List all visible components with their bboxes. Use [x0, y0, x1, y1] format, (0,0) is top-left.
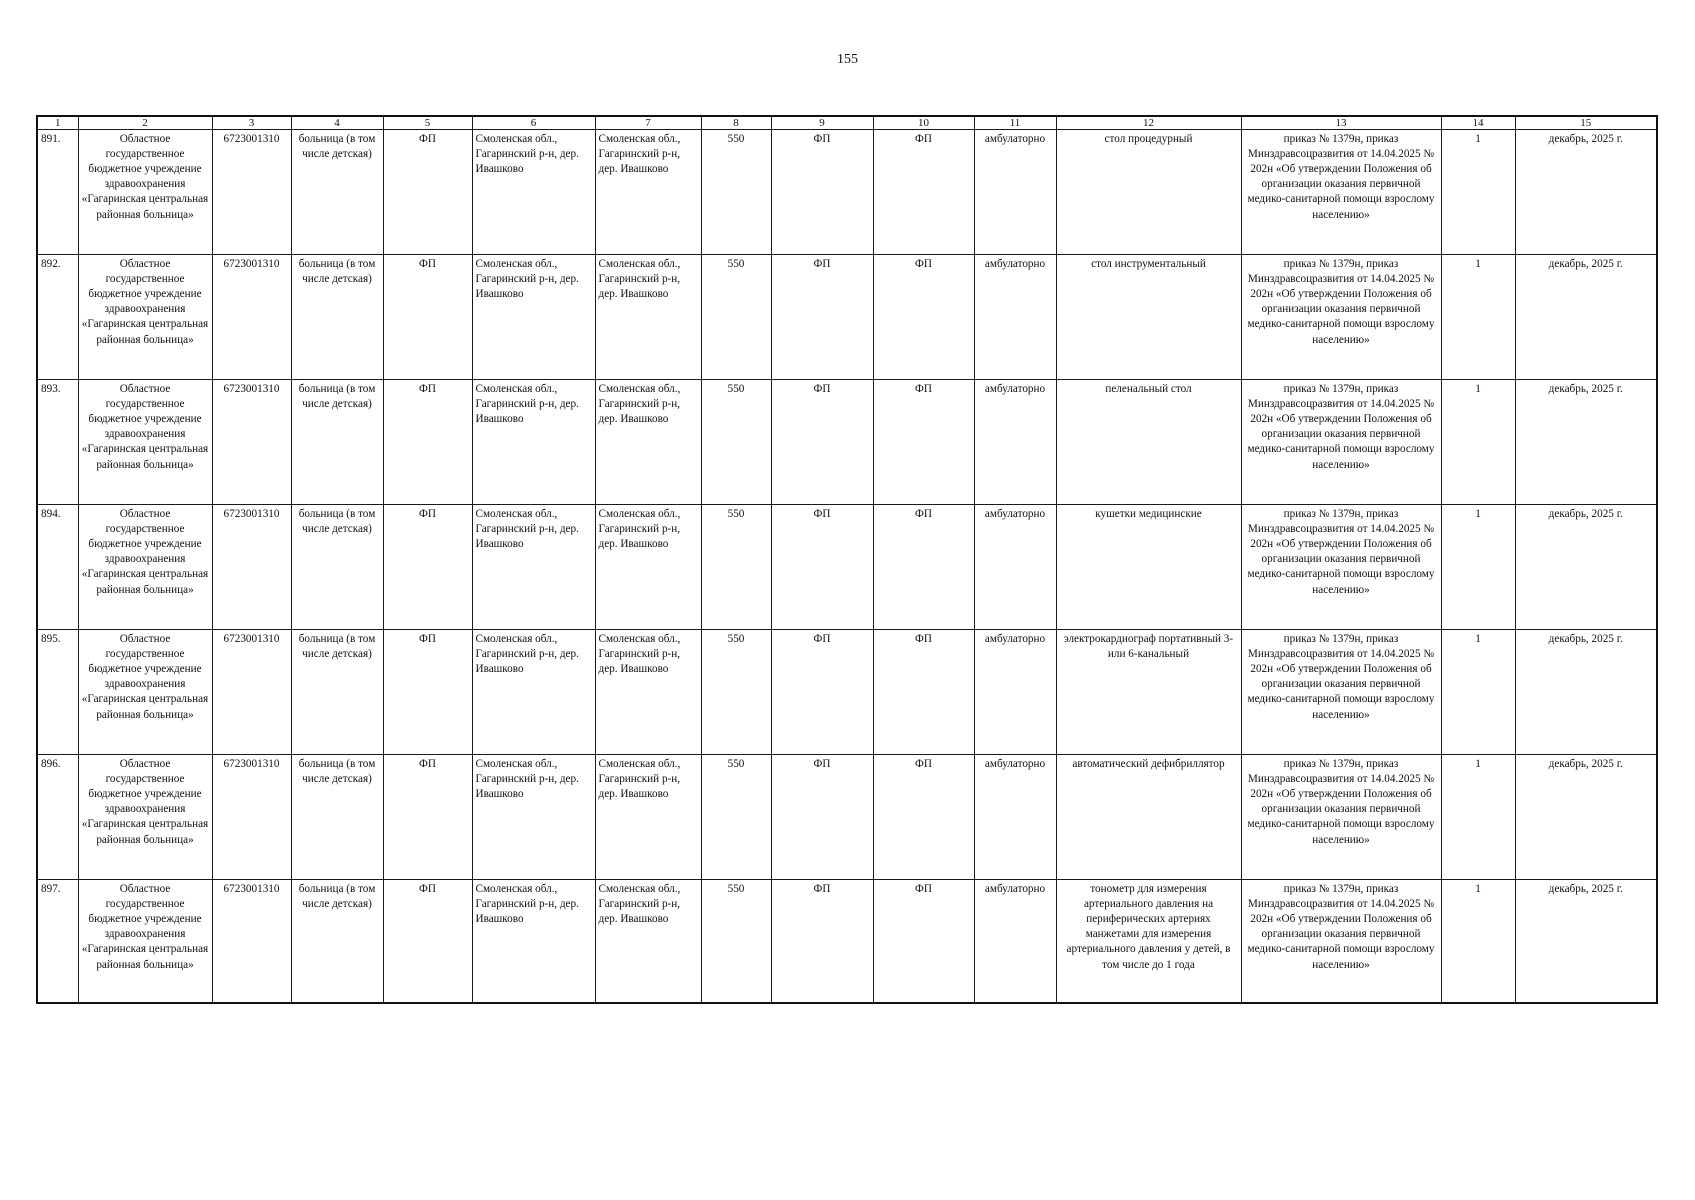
facility-type: больница (в том числе детская)	[291, 880, 383, 1003]
unit-cell: ФП	[873, 130, 974, 255]
address-cell: Смоленская обл., Гагаринский р-н, дер. Ивашково	[595, 755, 701, 880]
column-header: 8	[701, 116, 771, 130]
date-cell: декабрь, 2025 г.	[1515, 630, 1657, 755]
address-cell: Смоленская обл., Гагаринский р-н, дер. Ивашково	[472, 880, 595, 1003]
inn-cell: 6723001310	[212, 255, 291, 380]
row-number: 894.	[37, 505, 78, 630]
column-header: 2	[78, 116, 212, 130]
inn-cell: 6723001310	[212, 380, 291, 505]
address-cell: Смоленская обл., Гагаринский р-н, дер. Ивашково	[595, 880, 701, 1003]
quantity-cell: 1	[1441, 755, 1515, 880]
unit-cell: ФП	[873, 505, 974, 630]
legal-basis: приказ № 1379н, приказ Минздравсоцразвития от 14.04.2025 № 202н «Об утверждении Положения об организации оказания первичной медико-санитарной помощи взрослому населению»	[1241, 130, 1441, 255]
inn-cell: 6723001310	[212, 505, 291, 630]
date-cell: декабрь, 2025 г.	[1515, 380, 1657, 505]
unit-cell: ФП	[873, 755, 974, 880]
equipment-name: кушетки медицинские	[1056, 505, 1241, 630]
column-header: 1	[37, 116, 78, 130]
facility-type: больница (в том числе детская)	[291, 255, 383, 380]
row-number: 896.	[37, 755, 78, 880]
code-cell: 550	[701, 505, 771, 630]
inn-cell: 6723001310	[212, 755, 291, 880]
table-row	[37, 255, 1657, 380]
inn-cell: 6723001310	[212, 130, 291, 255]
address-cell: Смоленская обл., Гагаринский р-н, дер. Ивашково	[595, 630, 701, 755]
code-cell: 550	[701, 755, 771, 880]
date-cell: декабрь, 2025 г.	[1515, 130, 1657, 255]
quantity-cell: 1	[1441, 880, 1515, 1003]
address-cell: Смоленская обл., Гагаринский р-н, дер. Ивашково	[472, 505, 595, 630]
column-header: 6	[472, 116, 595, 130]
quantity-cell: 1	[1441, 505, 1515, 630]
address-cell: Смоленская обл., Гагаринский р-н, дер. Ивашково	[472, 130, 595, 255]
address-cell: Смоленская обл., Гагаринский р-н, дер. Ивашково	[595, 255, 701, 380]
registry-table	[36, 115, 1658, 1004]
registry-body	[37, 130, 1657, 1003]
unit-cell: ФП	[383, 505, 472, 630]
address-cell: Смоленская обл., Гагаринский р-н, дер. Ивашково	[472, 755, 595, 880]
column-header: 3	[212, 116, 291, 130]
unit-cell: ФП	[383, 380, 472, 505]
unit-cell: ФП	[383, 630, 472, 755]
column-header: 10	[873, 116, 974, 130]
row-number: 897.	[37, 880, 78, 1003]
date-cell: декабрь, 2025 г.	[1515, 755, 1657, 880]
date-cell: декабрь, 2025 г.	[1515, 255, 1657, 380]
column-header: 14	[1441, 116, 1515, 130]
organization-name: Областное государственное бюджетное учреждение здравоохранения «Гагаринская центральная районная больница»	[78, 630, 212, 755]
code-cell: 550	[701, 380, 771, 505]
column-header: 5	[383, 116, 472, 130]
care-mode: амбулаторно	[974, 630, 1056, 755]
unit-cell: ФП	[383, 130, 472, 255]
row-number: 893.	[37, 380, 78, 505]
unit-cell: ФП	[771, 130, 873, 255]
column-header: 4	[291, 116, 383, 130]
code-cell: 550	[701, 880, 771, 1003]
quantity-cell: 1	[1441, 255, 1515, 380]
date-cell: декабрь, 2025 г.	[1515, 505, 1657, 630]
organization-name: Областное государственное бюджетное учреждение здравоохранения «Гагаринская центральная районная больница»	[78, 255, 212, 380]
row-number: 891.	[37, 130, 78, 255]
quantity-cell: 1	[1441, 130, 1515, 255]
column-header: 11	[974, 116, 1056, 130]
date-cell: декабрь, 2025 г.	[1515, 880, 1657, 1003]
organization-name: Областное государственное бюджетное учреждение здравоохранения «Гагаринская центральная районная больница»	[78, 380, 212, 505]
unit-cell: ФП	[771, 755, 873, 880]
equipment-name: электрокардиограф портативный 3- или 6-канальный	[1056, 630, 1241, 755]
table-row	[37, 755, 1657, 880]
address-cell: Смоленская обл., Гагаринский р-н, дер. Ивашково	[472, 380, 595, 505]
equipment-name: стол инструментальный	[1056, 255, 1241, 380]
organization-name: Областное государственное бюджетное учреждение здравоохранения «Гагаринская центральная районная больница»	[78, 880, 212, 1003]
legal-basis: приказ № 1379н, приказ Минздравсоцразвития от 14.04.2025 № 202н «Об утверждении Положения об организации оказания первичной медико-санитарной помощи взрослому населению»	[1241, 755, 1441, 880]
column-header: 13	[1241, 116, 1441, 130]
column-header: 15	[1515, 116, 1657, 130]
equipment-name: тонометр для измерения артериального давления на периферических артериях манжетами для измерения артериального давления у детей, в том числе до 1 года	[1056, 880, 1241, 1003]
row-number: 895.	[37, 630, 78, 755]
unit-cell: ФП	[383, 755, 472, 880]
unit-cell: ФП	[873, 630, 974, 755]
unit-cell: ФП	[873, 255, 974, 380]
quantity-cell: 1	[1441, 380, 1515, 505]
unit-cell: ФП	[873, 380, 974, 505]
care-mode: амбулаторно	[974, 380, 1056, 505]
code-cell: 550	[701, 630, 771, 755]
page-number: 155	[837, 52, 858, 67]
legal-basis: приказ № 1379н, приказ Минздравсоцразвития от 14.04.2025 № 202н «Об утверждении Положения об организации оказания первичной медико-санитарной помощи взрослому населению»	[1241, 630, 1441, 755]
column-header: 7	[595, 116, 701, 130]
code-cell: 550	[701, 255, 771, 380]
address-cell: Смоленская обл., Гагаринский р-н, дер. Ивашково	[472, 630, 595, 755]
equipment-name: стол процедурный	[1056, 130, 1241, 255]
table-row	[37, 130, 1657, 255]
address-cell: Смоленская обл., Гагаринский р-н, дер. Ивашково	[595, 505, 701, 630]
unit-cell: ФП	[771, 380, 873, 505]
column-header: 9	[771, 116, 873, 130]
facility-type: больница (в том числе детская)	[291, 755, 383, 880]
care-mode: амбулаторно	[974, 255, 1056, 380]
column-header: 12	[1056, 116, 1241, 130]
unit-cell: ФП	[383, 255, 472, 380]
table-row	[37, 880, 1657, 1003]
table-row	[37, 380, 1657, 505]
column-number-row	[37, 116, 1657, 130]
care-mode: амбулаторно	[974, 755, 1056, 880]
inn-cell: 6723001310	[212, 630, 291, 755]
unit-cell: ФП	[771, 255, 873, 380]
equipment-name: пеленальный стол	[1056, 380, 1241, 505]
care-mode: амбулаторно	[974, 505, 1056, 630]
unit-cell: ФП	[771, 630, 873, 755]
legal-basis: приказ № 1379н, приказ Минздравсоцразвития от 14.04.2025 № 202н «Об утверждении Положения об организации оказания первичной медико-санитарной помощи взрослому населению»	[1241, 505, 1441, 630]
organization-name: Областное государственное бюджетное учреждение здравоохранения «Гагаринская центральная районная больница»	[78, 755, 212, 880]
row-number: 892.	[37, 255, 78, 380]
facility-type: больница (в том числе детская)	[291, 380, 383, 505]
address-cell: Смоленская обл., Гагаринский р-н, дер. Ивашково	[472, 255, 595, 380]
address-cell: Смоленская обл., Гагаринский р-н, дер. Ивашково	[595, 380, 701, 505]
facility-type: больница (в том числе детская)	[291, 630, 383, 755]
organization-name: Областное государственное бюджетное учреждение здравоохранения «Гагаринская центральная районная больница»	[78, 505, 212, 630]
quantity-cell: 1	[1441, 630, 1515, 755]
table-row	[37, 630, 1657, 755]
unit-cell: ФП	[383, 880, 472, 1003]
care-mode: амбулаторно	[974, 880, 1056, 1003]
facility-type: больница (в том числе детская)	[291, 130, 383, 255]
legal-basis: приказ № 1379н, приказ Минздравсоцразвития от 14.04.2025 № 202н «Об утверждении Положения об организации оказания первичной медико-санитарной помощи взрослому населению»	[1241, 380, 1441, 505]
code-cell: 550	[701, 130, 771, 255]
address-cell: Смоленская обл., Гагаринский р-н, дер. Ивашково	[595, 130, 701, 255]
facility-type: больница (в том числе детская)	[291, 505, 383, 630]
unit-cell: ФП	[771, 505, 873, 630]
care-mode: амбулаторно	[974, 130, 1056, 255]
unit-cell: ФП	[873, 880, 974, 1003]
table-row	[37, 505, 1657, 630]
legal-basis: приказ № 1379н, приказ Минздравсоцразвития от 14.04.2025 № 202н «Об утверждении Положения об организации оказания первичной медико-санитарной помощи взрослому населению»	[1241, 255, 1441, 380]
organization-name: Областное государственное бюджетное учреждение здравоохранения «Гагаринская центральная районная больница»	[78, 130, 212, 255]
legal-basis: приказ № 1379н, приказ Минздравсоцразвития от 14.04.2025 № 202н «Об утверждении Положения об организации оказания первичной медико-санитарной помощи взрослому населению»	[1241, 880, 1441, 1003]
equipment-name: автоматический дефибриллятор	[1056, 755, 1241, 880]
unit-cell: ФП	[771, 880, 873, 1003]
inn-cell: 6723001310	[212, 880, 291, 1003]
